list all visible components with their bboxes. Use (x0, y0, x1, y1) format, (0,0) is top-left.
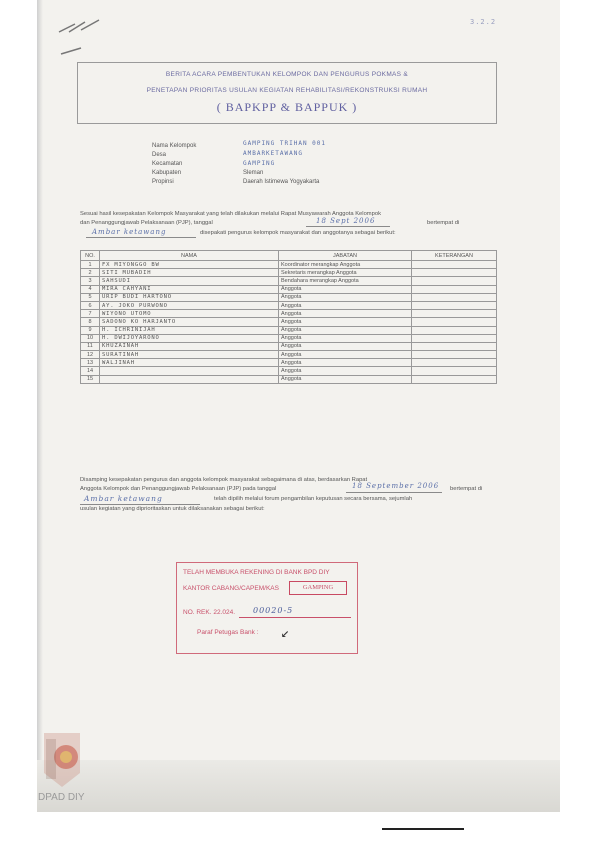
stamp-line-3: NO. REK. 22.024. (183, 609, 236, 616)
closing-line-1: Disamping kesepakatan pengurus dan anggota kelompok masyarakat sebagaimana di atas, berdasarkan Rapat (80, 477, 368, 483)
row-nama: AY. JOKO PURWONO (100, 301, 279, 309)
info-value-kabupaten: Sleman (243, 170, 264, 176)
bank-stamp (176, 562, 358, 654)
intro-place-underline (86, 237, 196, 238)
corner-number: 3.2.2 (470, 18, 497, 26)
closing-line-3: telah dipilih melalui forum pengambilan keputusan secara bersama, sejumlah (214, 496, 413, 502)
table-row (81, 359, 497, 367)
closing-date-handwritten: 18 September 2006 (352, 482, 440, 490)
info-value-desa: AMBARKETAWANG (243, 150, 303, 157)
table-row (81, 269, 497, 277)
intro-line-2b: bertempat di (427, 220, 460, 226)
dpad-watermark: DPAD DIY (38, 792, 85, 803)
table-header-row (81, 251, 497, 261)
row-keterangan (412, 351, 497, 359)
title-line-2: PENETAPAN PRIORITAS USULAN KEGIATAN REHABILITASI/REKONSTRUKSI RUMAH (146, 87, 428, 94)
closing-date-underline (346, 492, 442, 493)
table-row (81, 285, 497, 293)
intro-line-3: disepakati pengurus kelompok masyarakat dan anggotanya sebagai berikut: (200, 230, 396, 236)
row-no: 9 (81, 326, 100, 334)
row-jabatan: Sekretaris merangkap Anggota (279, 269, 412, 277)
row-keterangan (412, 375, 497, 383)
row-jabatan: Anggota (279, 351, 412, 359)
row-nama: MIRA CAHYANI (100, 285, 279, 293)
row-nama: FX MIYONGGO BW (100, 261, 279, 269)
row-jabatan: Anggota (279, 326, 412, 334)
row-jabatan: Anggota (279, 367, 412, 375)
row-keterangan (412, 310, 497, 318)
title-line-1: BERITA ACARA PEMBENTUKAN KELOMPOK DAN PENGURUS POKMAS & (165, 71, 409, 78)
stamp-line-4: Paraf Petugas Bank : (197, 629, 259, 636)
row-nama: SITI MUBADIH (100, 269, 279, 277)
row-jabatan: Anggota (279, 318, 412, 326)
row-jabatan: Anggota (279, 310, 412, 318)
row-nama: SAHSUDI (100, 277, 279, 285)
row-jabatan: Anggota (279, 285, 412, 293)
page-shadow-bottom (37, 760, 560, 812)
header-nama: NAMA (100, 251, 279, 261)
document-title-box (77, 62, 497, 124)
info-value-nama-kelompok: GAMPING TRIHAN 001 (243, 140, 327, 147)
row-nama: WALJINAH (100, 359, 279, 367)
row-nama: WIYONO UTOMO (100, 310, 279, 318)
row-no: 13 (81, 359, 100, 367)
info-value-kecamatan: GAMPING (243, 160, 276, 167)
info-label-propinsi: Propinsi (152, 179, 174, 185)
row-no: 5 (81, 293, 100, 301)
intro-date-handwritten: 18 Sept 2006 (316, 217, 376, 225)
row-keterangan (412, 342, 497, 350)
row-jabatan: Anggota (279, 359, 412, 367)
closing-line-4: usulan kegiatan yang diprioritaskan untuk dilaksanakan sebagai berikut: (80, 506, 265, 512)
row-keterangan (412, 301, 497, 309)
header-no: NO. (81, 251, 100, 261)
page-shadow (37, 0, 43, 812)
table-row (81, 334, 497, 342)
row-jabatan: Anggota (279, 334, 412, 342)
info-label-desa: Desa (152, 152, 167, 158)
info-label-kecamatan: Kecamatan (152, 161, 183, 167)
row-nama: H. DWIJOYARONO (100, 334, 279, 342)
stamp-account-handwritten: 00020-5 (253, 606, 294, 615)
row-no: 12 (81, 351, 100, 359)
row-nama: URIP BUDI HARTONO (100, 293, 279, 301)
stamp-account-underline (239, 617, 351, 618)
info-label-nama-kelompok: Nama Kelompok (152, 143, 197, 149)
row-keterangan (412, 334, 497, 342)
info-label-kabupaten: Kabupaten (152, 170, 182, 176)
table-row (81, 375, 497, 383)
title-line-3: ( BAPKPP & BAPPUK ) (216, 100, 358, 114)
row-nama: SADONO KO HARJANTO (100, 318, 279, 326)
row-no: 14 (81, 367, 100, 375)
row-nama: SURATINAH (100, 351, 279, 359)
row-no: 4 (81, 285, 100, 293)
stamp-line-1: TELAH MEMBUKA REKENING DI BANK BPD DIY (183, 569, 330, 576)
header-keterangan: KETERANGAN (412, 251, 497, 261)
intro-line-2a: dan Penanggungjawab Pelaksanaan (PJP), tanggal (80, 220, 213, 226)
intro-date-underline (306, 226, 390, 227)
row-jabatan: Anggota (279, 301, 412, 309)
row-no: 1 (81, 261, 100, 269)
row-jabatan: Anggota (279, 342, 412, 350)
row-keterangan (412, 277, 497, 285)
table-row (81, 318, 497, 326)
row-jabatan: Anggota (279, 293, 412, 301)
row-jabatan: Koordinator merangkap Anggota (279, 261, 412, 269)
row-nama: KHUZAINAH (100, 342, 279, 350)
row-keterangan (412, 359, 497, 367)
row-keterangan (412, 293, 497, 301)
table-row (81, 261, 497, 269)
row-no: 10 (81, 334, 100, 342)
row-keterangan (412, 318, 497, 326)
closing-line-2a: Anggota Kelompok dan Penanggungjawab Pelaksanaan (PJP) pada tanggal (80, 486, 277, 492)
stamp-branch-box: GAMPING (289, 581, 347, 595)
table-row (81, 342, 497, 350)
row-keterangan (412, 285, 497, 293)
row-keterangan (412, 269, 497, 277)
row-keterangan (412, 261, 497, 269)
row-nama (100, 375, 279, 383)
row-jabatan: Bendahara merangkap Anggota (279, 277, 412, 285)
row-nama (100, 367, 279, 375)
closing-line-2b: bertempat di (450, 486, 483, 492)
footer-line (382, 828, 464, 830)
intro-place-handwritten: Ambar ketawang (92, 228, 167, 236)
table-row (81, 310, 497, 318)
row-no: 3 (81, 277, 100, 285)
table-row (81, 351, 497, 359)
info-value-propinsi: Daerah Istimewa Yogyakarta (243, 179, 320, 185)
dpad-logo-icon (40, 733, 84, 787)
row-no: 2 (81, 269, 100, 277)
members-table (80, 250, 497, 384)
intro-line-1: Sesuai hasil kesepakatan Kelompok Masyarakat yang telah dilakukan melalui Rapat Musyawarah Anggota Kelompok (80, 211, 381, 217)
row-no: 11 (81, 342, 100, 350)
row-keterangan (412, 326, 497, 334)
table-row (81, 301, 497, 309)
row-nama: H. ICHRINIJAH (100, 326, 279, 334)
table-row (81, 367, 497, 375)
pen-scribble-mark (55, 10, 115, 60)
stamp-paraf-handwritten: ↙ (281, 625, 291, 641)
table-row (81, 293, 497, 301)
row-keterangan (412, 367, 497, 375)
header-jabatan: JABATAN (279, 251, 412, 261)
stamp-line-2: KANTOR CABANG/CAPEM/KAS (183, 585, 279, 592)
row-no: 7 (81, 310, 100, 318)
row-no: 6 (81, 301, 100, 309)
table-row (81, 326, 497, 334)
row-jabatan: Anggota (279, 375, 412, 383)
closing-place-handwritten: Ambar ketawang (84, 494, 163, 503)
row-no: 15 (81, 375, 100, 383)
table-row (81, 277, 497, 285)
row-no: 8 (81, 318, 100, 326)
